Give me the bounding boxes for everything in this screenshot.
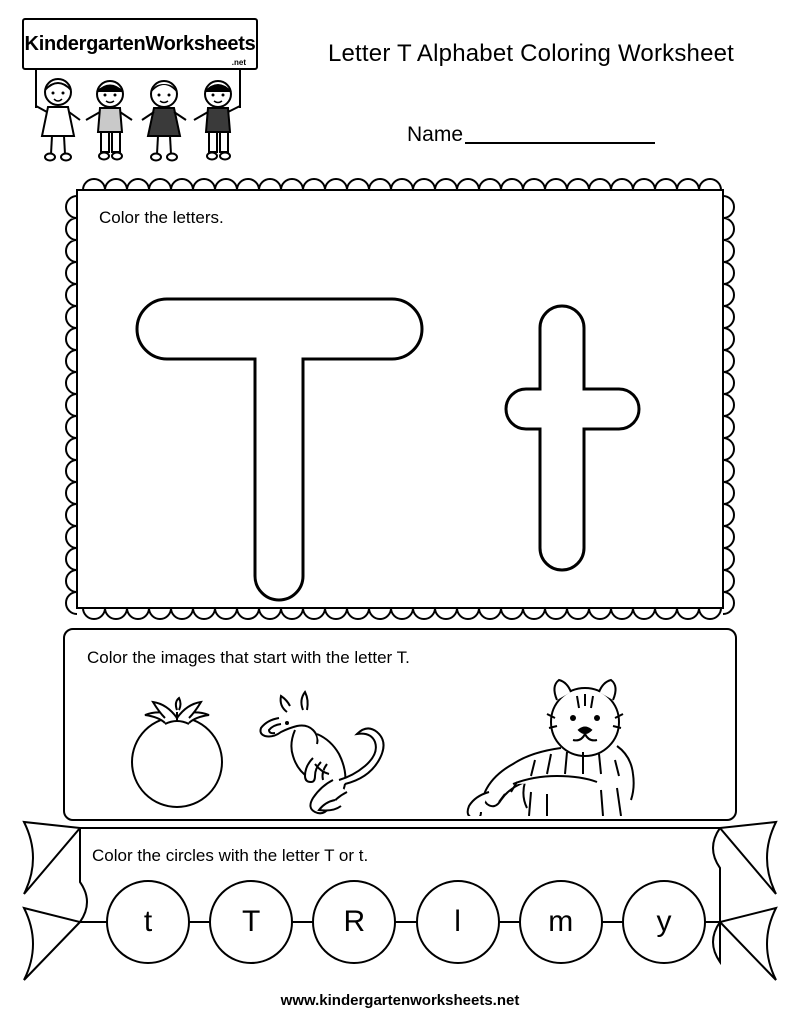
uppercase-t-outline (137, 299, 422, 600)
name-label: Name (406, 123, 464, 146)
letter-circle[interactable]: t (106, 880, 190, 964)
color-the-letters-section (63, 176, 737, 622)
page-title: Letter T Alphabet Coloring Worksheet (327, 40, 735, 67)
site-logo[interactable] (14, 18, 264, 168)
color-the-images-section (63, 628, 737, 821)
kangaroo-icon (261, 692, 384, 813)
name-input-line[interactable] (465, 122, 655, 144)
logo-text-secondary: Worksheets (145, 32, 256, 55)
page-header (0, 0, 800, 172)
section3-instruction: Color the circles with the letter T or t. (92, 846, 369, 865)
letter-circle[interactable]: y (622, 880, 706, 964)
logo-text-main: Kindergarten (24, 32, 146, 55)
name-field-row (276, 122, 786, 147)
letter-circle[interactable]: T (209, 880, 293, 964)
logo-tld: .net (231, 58, 246, 67)
letters-outline-area (63, 176, 737, 622)
logo-text (25, 33, 256, 56)
letter-circles-row (106, 876, 706, 968)
lowercase-t-outline (506, 306, 639, 570)
children-illustration-icon (14, 70, 264, 168)
logo-sign-board (22, 18, 258, 70)
letter-circle[interactable]: l (416, 880, 500, 964)
section2-images (65, 674, 735, 816)
section2-instruction: Color the images that start with the letter T. (87, 648, 410, 667)
letter-circle[interactable]: m (519, 880, 603, 964)
section1-instruction: Color the letters. (99, 208, 224, 227)
color-the-circles-section (14, 820, 786, 982)
tomato-icon (132, 698, 222, 807)
footer-url[interactable]: www.kindergartenworksheets.net (280, 992, 520, 1009)
tiger-icon (468, 680, 634, 816)
letter-circle[interactable]: R (312, 880, 396, 964)
